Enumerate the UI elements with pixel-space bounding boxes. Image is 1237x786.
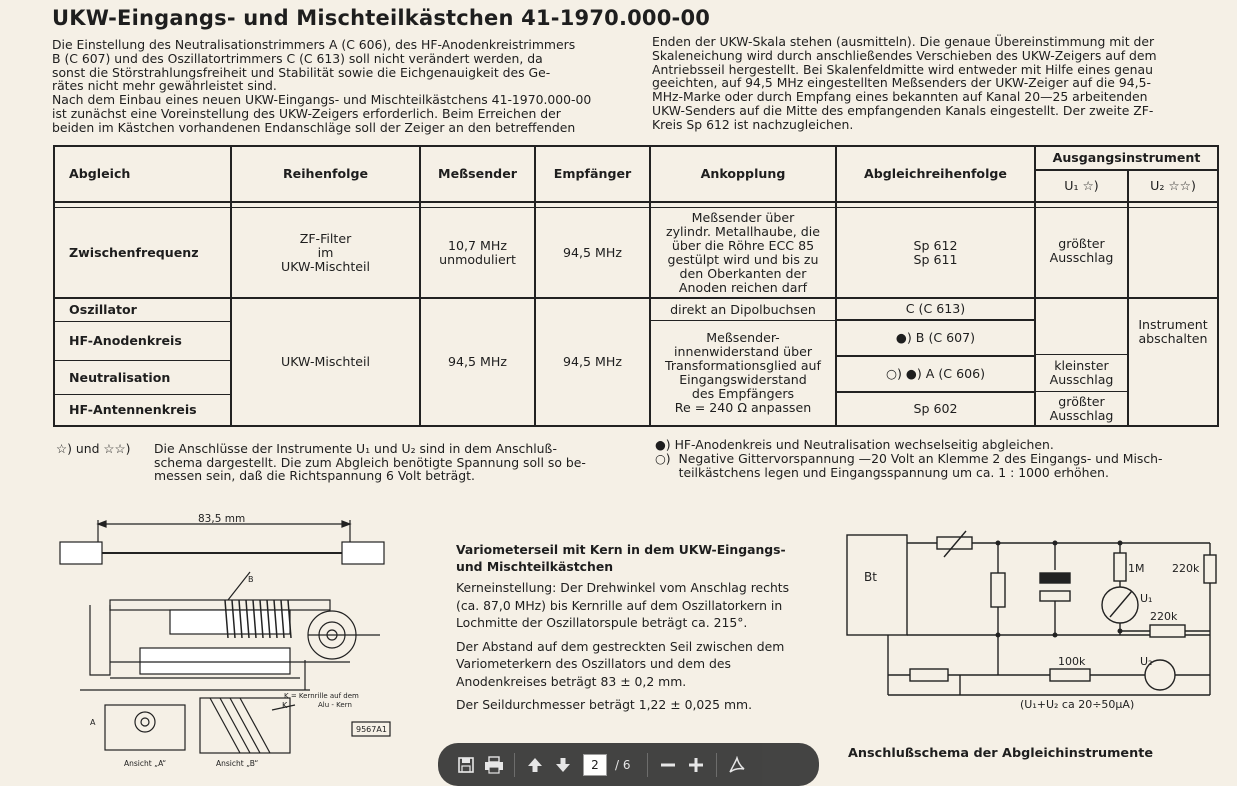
cell-zf-messender: 10,7 MHz unmoduliert bbox=[439, 237, 516, 267]
variometer-paragraph: Der Seildurchmesser beträgt 1,22 ± 0,025 mm. bbox=[456, 697, 753, 712]
intro-line: Kreis Sp 612 ist nachzugleichen. bbox=[652, 116, 854, 132]
note-right-2: ○) Negative Gittervorspannung —20 Volt an Klemme 2 des Eingangs- und Misch- teilkästchens legen und Eingangsspannung um ca. 1 : 1000 erhöhen. bbox=[655, 451, 1163, 480]
intro-line: Enden der UKW-Skala stehen (ausmitteln). Die genaue Übereinstimmung mit der bbox=[652, 34, 1155, 49]
header-u2: U₂ ☆☆) bbox=[1150, 178, 1196, 193]
intro-line: geeichten, auf 94,5 MHz eingestellten Meßsenders der UKW-Zeiger auf die 94,5- bbox=[652, 75, 1151, 91]
cell-zf-empfaenger: 94,5 MHz bbox=[563, 244, 622, 260]
header-ankopplung: Ankopplung bbox=[700, 166, 786, 181]
cell-zf-reihenfolge: ZF-Filter im UKW-Mischteil bbox=[280, 230, 371, 274]
table-border bbox=[53, 425, 1219, 427]
circuit-formula: (U₁+U₂ ca 20÷50μA) bbox=[1020, 698, 1135, 711]
circuit-r3-label: 220k bbox=[1150, 610, 1178, 623]
intro-line: Die Einstellung des Neutralisationstrimmers A (C 606), des HF-Anodenkreistrimmers bbox=[52, 37, 576, 52]
intro-line: UKW-Senders auf die Mitte des empfangenden Kanals eingestellt. Der zweite ZF- bbox=[652, 102, 1154, 118]
view-marker-a: A bbox=[90, 718, 96, 727]
cell-zf-abgleichreihenfolge: Sp 612 Sp 611 bbox=[913, 237, 958, 267]
previous-page-button[interactable] bbox=[521, 751, 549, 779]
kern-note-2: Alu - Kern bbox=[318, 701, 352, 709]
kern-marker: K bbox=[282, 701, 288, 710]
cell-oszillator-ankopplung: direkt an Dipolbuchsen bbox=[670, 301, 816, 317]
cell-zf-u1: größter Ausschlag bbox=[1049, 236, 1114, 265]
next-page-button[interactable] bbox=[549, 751, 577, 779]
print-button[interactable] bbox=[480, 751, 508, 779]
arrow-down-icon bbox=[554, 756, 572, 774]
page-number-input[interactable]: 2 bbox=[583, 754, 607, 776]
table-border bbox=[1217, 145, 1219, 427]
intro-line: Nach dem Einbau eines neuen UKW-Eingangs- und Mischteilkästchens 41-1970.000-00 bbox=[52, 92, 592, 108]
plus-icon bbox=[687, 756, 705, 774]
header-u1: U₁ ☆) bbox=[1064, 178, 1099, 193]
note-right-1: ●) HF-Anodenkreis und Neutralisation wechselseitig abgleichen. bbox=[655, 437, 1054, 452]
save-icon bbox=[457, 756, 475, 774]
intro-line: MHz-Marke oder durch Empfang eines bekannten auf Kanal 20—25 arbeitenden bbox=[652, 89, 1148, 105]
cell-ukw-empfaenger: 94,5 MHz bbox=[563, 354, 622, 369]
pdf-toolbar bbox=[438, 743, 819, 786]
header-messender: Meßsender bbox=[438, 166, 517, 181]
note-marker-left: ☆) und ☆☆) bbox=[56, 441, 131, 456]
open-in-acrobat-button[interactable] bbox=[723, 751, 751, 779]
row-label-hf-antennenkreis: HF-Antennenkreis bbox=[69, 402, 197, 417]
circuit-r4-label: 100k bbox=[1058, 655, 1086, 668]
zoom-in-button[interactable] bbox=[682, 751, 710, 779]
row-label-hf-anodenkreis: HF-Anodenkreis bbox=[69, 333, 182, 348]
header-abgleichreihenfolge: Abgleichreihenfolge bbox=[864, 166, 1007, 181]
variometer-paragraph: Kerneinstellung: Der Drehwinkel vom Anschlag rechts (ca. 87,0 MHz) bis Kernrille auf dem Oszillatorkern in Lochmitte der Oszillatorspule beträgt ca. 215°. bbox=[456, 580, 790, 630]
arrow-up-icon bbox=[526, 756, 544, 774]
cell-abgl-antenne: Sp 602 bbox=[913, 401, 958, 416]
page-title: UKW-Eingangs- und Mischteilkästchen 41-1970.000-00 bbox=[52, 6, 711, 30]
toolbar-divider bbox=[716, 753, 717, 777]
view-marker-b: B bbox=[248, 575, 254, 584]
save-button[interactable] bbox=[452, 751, 480, 779]
kern-note-1: K = Kernrille auf dem bbox=[284, 692, 359, 700]
toolbar-divider bbox=[514, 753, 515, 777]
circuit-u2-label: U₂ bbox=[1140, 655, 1153, 668]
dim-label: 83,5 mm bbox=[198, 513, 246, 525]
cell-ukw-reihenfolge: UKW-Mischteil bbox=[280, 354, 371, 369]
intro-line: sonst die Störstrahlungsfreiheit und Stabilität sowie die Eichgenauigkeit des Ge- bbox=[52, 64, 551, 80]
header-reihenfolge: Reihenfolge bbox=[282, 166, 369, 181]
row-label-zwischenfrequenz: Zwischenfrequenz bbox=[69, 244, 199, 260]
alignment-table bbox=[53, 145, 1219, 427]
variometer-text bbox=[456, 541, 796, 720]
table-rule bbox=[53, 201, 1219, 203]
variometer-paragraph: Der Abstand auf dem gestreckten Seil zwischen dem Variometerkern des Oszillators und dem des Anodenkreises beträgt 83 ± 0,2 mm. bbox=[456, 638, 785, 689]
cell-u2: Instrument abschalten bbox=[1138, 316, 1208, 346]
cell-zf-ankopplung: Meßsender über zylindr. Metallhaube, die über die Röhre ECC 85 gestülpt wird und bis zu den Oberkanten der Anoden reichen darf bbox=[665, 209, 820, 295]
circuit-r2-label: 220k bbox=[1172, 562, 1200, 575]
circuit-u1-label: U₁ bbox=[1140, 592, 1153, 605]
minus-icon bbox=[659, 756, 677, 774]
cell-u1-antenne: größter Ausschlag bbox=[1049, 393, 1114, 423]
ansicht-a-label: Ansicht „A“ bbox=[124, 759, 167, 768]
row-label-neutralisation: Neutralisation bbox=[69, 369, 171, 385]
header-abgleich: Abgleich bbox=[69, 166, 131, 181]
intro-line: rätes nicht mehr gewährleistet sind. bbox=[52, 78, 277, 94]
note-left: Die Anschlüsse der Instrumente U₁ und U₂ sind in dem Anschluß- schema dargestellt. Die zum Abgleich benötigte Spannung soll so be- messen sein, daß die Richtspannung 6 Volt beträgt. bbox=[154, 441, 586, 484]
intro-line: ist zunächst eine Voreinstellung des UKW-Zeigers erforderlich. Beim Erreichen der bbox=[52, 105, 561, 121]
circuit-caption: Anschlußschema der Abgleichinstrumente bbox=[848, 746, 1153, 761]
cell-abgl-hf-anoden: ●) B (C 607) bbox=[895, 330, 976, 345]
zoom-out-button[interactable] bbox=[654, 751, 682, 779]
circuit-diagram bbox=[840, 525, 1220, 725]
intro-line: Skaleneichung wird durch anschließendes Verschieben des UKW-Zeigers auf dem bbox=[652, 47, 1157, 63]
variometer-heading: Variometerseil mit Kern in dem UKW-Eingangs- und Mischteilkästchen bbox=[456, 542, 786, 574]
ansicht-b-label: Ansicht „B“ bbox=[216, 759, 259, 768]
cell-abgl-neutral: ○) ●) A (C 606) bbox=[885, 366, 986, 381]
intro-text-right bbox=[652, 35, 1220, 132]
row-label-oszillator: Oszillator bbox=[69, 302, 137, 317]
circuit-bt-label: Bt bbox=[864, 570, 877, 584]
cell-u1-neutral: kleinster Ausschlag bbox=[1049, 358, 1114, 387]
circuit-r1-label: 1M bbox=[1128, 562, 1145, 575]
intro-text-left bbox=[52, 38, 624, 135]
cell-abgl-oszillator: C (C 613) bbox=[905, 301, 966, 316]
cell-ukw-ankopplung: Meßsender- innenwiderstand über Transformationsglied auf Eingangswiderstand des Empfängers Re = 240 Ω anpassen bbox=[665, 330, 821, 415]
intro-line: Antriebsseil hergestellt. Bei Skalenfeldmitte wird entweder mit Hilfe eines genau bbox=[652, 61, 1153, 77]
intro-line: beiden im Kästchen vorhandenen Endanschläge soll der Zeiger an den betreffenden bbox=[52, 119, 576, 135]
variometer-diagram bbox=[50, 500, 430, 770]
page-total: / 6 bbox=[615, 757, 631, 772]
toolbar-divider bbox=[647, 753, 648, 777]
acrobat-icon bbox=[727, 756, 747, 774]
intro-line: B (C 607) und des Oszillatortrimmers C (C 613) soll nicht verändert werden, da bbox=[52, 50, 543, 66]
cell-ukw-messender: 94,5 MHz bbox=[448, 354, 507, 369]
header-ausgangsinstrument: Ausgangsinstrument bbox=[1052, 150, 1201, 165]
header-empfaenger: Empfänger bbox=[553, 166, 632, 181]
print-icon bbox=[484, 756, 504, 774]
figure-code: 9567A1 bbox=[356, 725, 387, 734]
